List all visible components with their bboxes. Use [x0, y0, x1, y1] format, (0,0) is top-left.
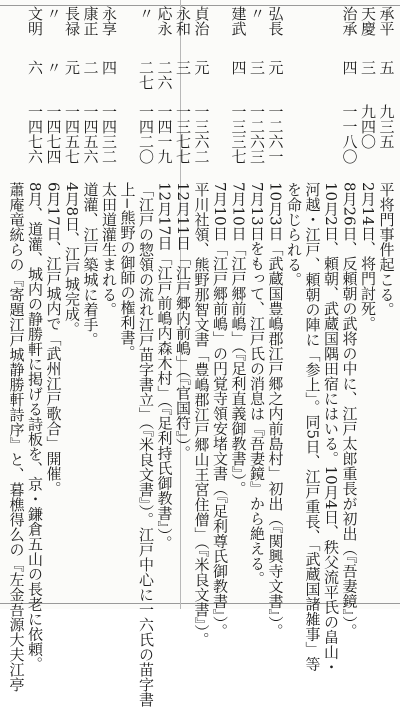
western-year: 一四三二 [100, 104, 118, 164]
era-name: 天慶 [359, 6, 377, 36]
era-name: 建武 [229, 6, 248, 36]
event-text: 8月26日、反頼朝の武将の中に、江戸太郎重長が初出（『吾妻鏡』）。 [340, 182, 359, 639]
event-text: 7月10日「江戸郷前嶋」（『足利直義御教書』）。 [229, 182, 248, 496]
event-text: 道灌、江戸築城に着手。 [81, 182, 100, 347]
event-text: 平将門事件起こる。 [377, 182, 396, 317]
western-year: 一四一九 [155, 104, 174, 164]
western-year: 一三六二 [192, 104, 211, 164]
era-year: 元 [192, 60, 211, 75]
era-name: 〃 [44, 6, 63, 21]
event-text: 上−熊野の御師の権利書。 [118, 182, 137, 360]
event-text: 8月、道灌、城内の静勝軒に掲げる詩板を、京・鎌倉五山の長老に依頼。 [26, 182, 44, 672]
western-year: 一三三七 [229, 104, 248, 164]
western-year: 一三七七 [174, 104, 192, 164]
western-year: 九四〇 [359, 104, 377, 149]
event-text: 「江戸の惣領の流れ江戸苗字書立」（『米良文書』）。江戸中心に一六氏の苗字書 [137, 182, 155, 707]
era-name: 文明 [26, 6, 44, 36]
era-name: 応永 [155, 6, 174, 36]
event-text: 平川社領、熊野那智文書「豊嶋郡江戸郷山王宮住僧」（『米良文書』）。 [192, 182, 211, 647]
era-year: 二 [81, 60, 100, 75]
event-text: 7月13日をもって、江戸氏の消息は『吾妻鏡』から絶える。 [248, 182, 266, 586]
western-year: 一四二〇 [137, 104, 155, 164]
era-name: 永和 [174, 6, 192, 36]
western-year: 一二六三 [248, 104, 266, 164]
era-year: 〃 [44, 60, 63, 75]
era-name: 貞治 [192, 6, 211, 36]
event-text: 6月17日、江戸城内で「武州江戸歌合」開催。 [44, 182, 63, 496]
event-text: 10月2日、頼朝、武蔵国隅田宿にはいる。10月4日、秩父流平氏の畠山・ [322, 182, 340, 675]
event-text: 12月17日「江戸前嶋内森木村」（『足利持氏御教書』）。 [155, 182, 174, 551]
era-name: 〃 [248, 6, 266, 21]
era-name: 弘長 [266, 6, 285, 36]
era-name: 永享 [100, 6, 118, 36]
western-year: 九三五 [377, 104, 396, 149]
era-year: 二六 [155, 60, 174, 90]
event-text: 4月8日、江戸城完成。 [63, 182, 81, 337]
era-name: 〃 [137, 6, 155, 21]
era-name: 康正 [81, 6, 100, 36]
era-year: 四 [229, 60, 248, 75]
event-text: 7月10日「江戸郷前嶋」の円覚寺領安堵文書（『足利尊氏御教書』）。 [211, 182, 229, 639]
event-text: 太田道灌生まれる。 [100, 182, 118, 317]
western-year: 一四七四 [44, 104, 63, 164]
event-text: 12月11日「江戸郷内前嶋」（『官国符』）。 [174, 182, 192, 461]
era-year: 四 [100, 60, 118, 75]
event-text: 蕭庵竜統らの『寄題江戸城静勝軒詩序』と、暮樵得么の『左金吾源大夫江亭 [7, 182, 26, 692]
era-name: 長禄 [63, 6, 81, 36]
era-year: 元 [266, 60, 285, 75]
western-year: 一一八〇 [340, 104, 359, 164]
era-year: 六 [26, 60, 44, 75]
era-year: 四 [340, 60, 359, 75]
western-year: 一四五六 [81, 104, 100, 164]
era-year: 三 [248, 60, 266, 75]
event-text: 2月14日、将門討死。 [359, 182, 377, 331]
era-year: 五 [377, 60, 396, 75]
era-year: 二七 [137, 60, 155, 90]
event-text: 10月3日「武蔵国豊嶋郡江戸郷之内前島村」初出（『関興寺文書』）。 [266, 182, 285, 639]
western-year: 一四七六 [26, 104, 44, 164]
era-name: 承平 [377, 6, 396, 36]
event-text: 河越・江戸、頼朝の陣に「参上」。同5日、江戸重長、「武蔵国諸雑事」等 [303, 182, 322, 672]
western-year: 一四五七 [63, 104, 81, 164]
western-year: 一二六一 [266, 104, 285, 164]
era-name: 治承 [340, 6, 359, 36]
era-year: 三 [174, 60, 192, 75]
event-text: を命じられる。 [285, 182, 303, 287]
era-year: 三 [359, 60, 377, 75]
era-year: 元 [63, 60, 81, 75]
